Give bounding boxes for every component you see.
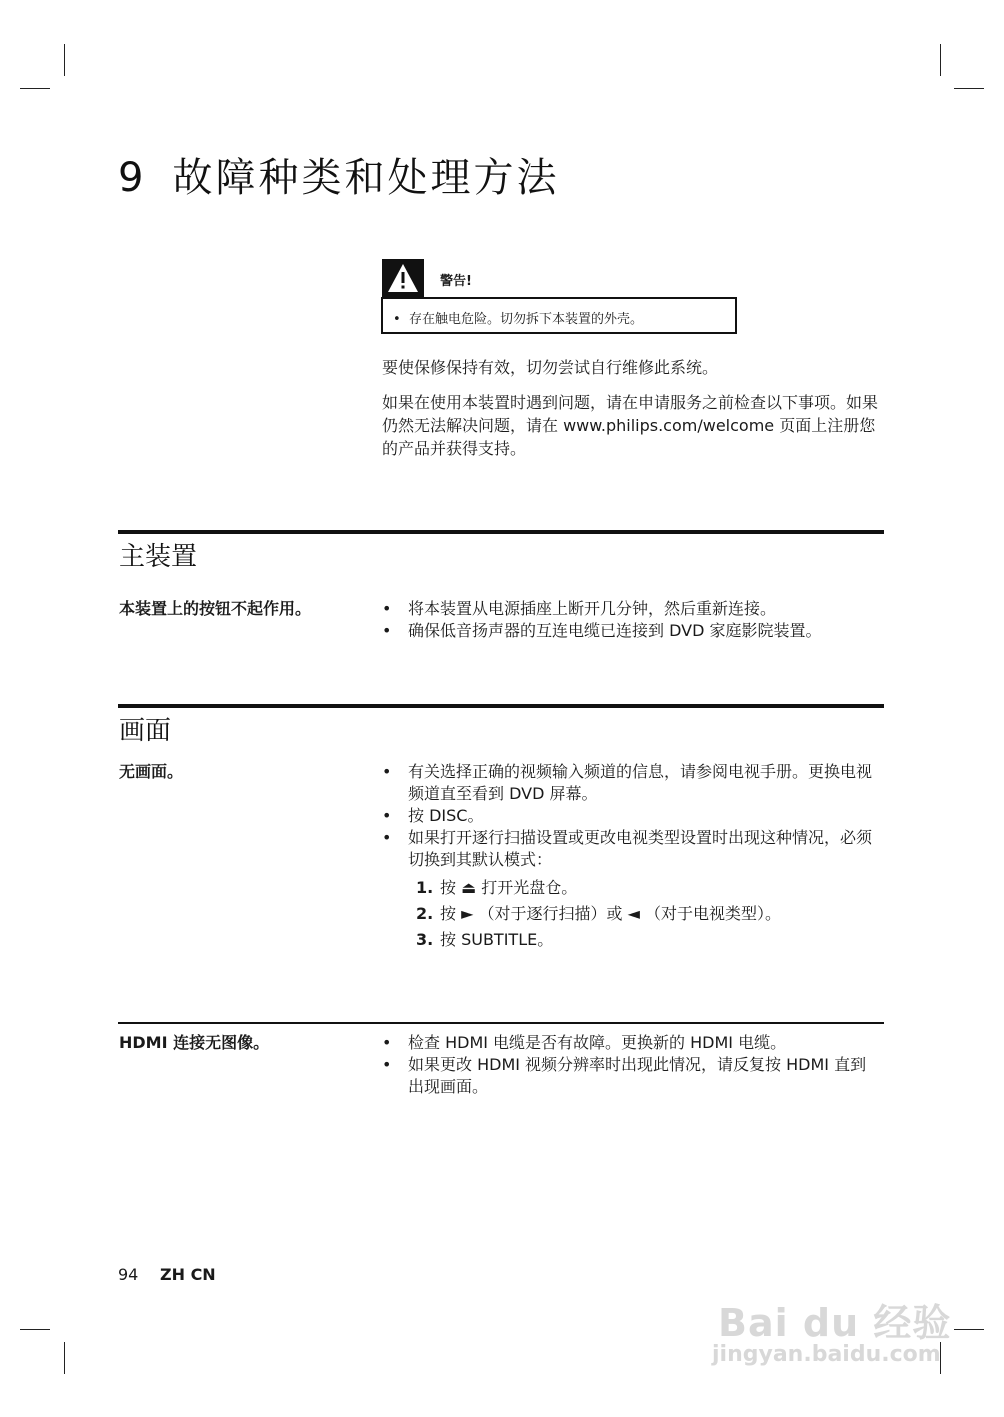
watermark-logo: Bai du 经验 bbox=[718, 1301, 952, 1345]
crop-mark bbox=[20, 88, 50, 89]
list-item: • 如果打开逐行扫描设置或更改电视类型设置时出现这种情况，必须切换到其默认模式： 1. 按 ⏏ 打开光盘仓。 2. 按 ► （对于逐行扫描）或 ◄ （对于电视类型）。 3. 按 SUBTITLE。 bbox=[382, 827, 882, 953]
section-title-main-unit: 主装置 bbox=[119, 542, 198, 572]
list-item: • 将本装置从电源插座上断开几分钟，然后重新连接。 bbox=[382, 599, 777, 618]
issue-buttons-not-working: 本装置上的按钮不起作用。 bbox=[119, 599, 312, 618]
step-text: 按 SUBTITLE。 bbox=[440, 930, 554, 949]
language-code: ZH CN bbox=[160, 1265, 216, 1284]
crop-mark bbox=[20, 1329, 50, 1330]
crop-mark bbox=[954, 88, 984, 89]
step-item bbox=[408, 901, 882, 927]
section-title-picture: 画面 bbox=[119, 716, 172, 746]
chapter-number: 9 bbox=[118, 155, 147, 201]
solution-text: 确保低音扬声器的互连电缆已连接到 DVD 家庭影院装置。 bbox=[408, 621, 822, 640]
solutions-hdmi bbox=[382, 1032, 882, 1098]
solution-text: 如果更改 HDMI 视频分辨率时出现此情况，请反复按 HDMI 直到出现画面。 bbox=[408, 1055, 867, 1096]
step-number: 3. bbox=[416, 930, 434, 949]
step-item bbox=[408, 875, 882, 901]
list-item: • 有关选择正确的视频输入频道的信息，请参阅电视手册。更换电视频道直至看到 DVD 屏幕。 bbox=[382, 762, 873, 803]
issue-no-picture: 无画面。 bbox=[119, 762, 184, 781]
intro-paragraph-2: 如果在使用本装置时遇到问题，请在申请服务之前检查以下事项。如果仍然无法解决问题，请在 www.philips.com/welcome 页面上注册您的产品并获得支持。 bbox=[382, 393, 879, 458]
list-item: • 如果更改 HDMI 视频分辨率时出现此情况，请反复按 HDMI 直到出现画面。 bbox=[382, 1055, 867, 1096]
crop-mark bbox=[940, 44, 941, 76]
crop-mark bbox=[954, 1329, 984, 1330]
step-number: 2. bbox=[416, 904, 434, 923]
solution-text: 如果打开逐行扫描设置或更改电视类型设置时出现这种情况，必须切换到其默认模式： bbox=[408, 828, 873, 869]
bullet: • bbox=[393, 312, 401, 327]
section-divider bbox=[118, 530, 884, 534]
solution-text: 按 DISC。 bbox=[408, 806, 484, 825]
solution-text: 检查 HDMI 电缆是否有故障。更换新的 HDMI 电缆。 bbox=[408, 1033, 787, 1052]
issue-divider bbox=[118, 1022, 884, 1024]
crop-mark bbox=[64, 44, 65, 76]
section-divider bbox=[118, 704, 884, 708]
warning-text-content: 存在触电危险。切勿拆下本装置的外壳。 bbox=[408, 312, 643, 327]
step-text: 按 ⏏ 打开光盘仓。 bbox=[440, 878, 578, 897]
warning-icon bbox=[382, 259, 424, 297]
issue-hdmi-no-picture: HDMI 连接无图像。 bbox=[119, 1033, 270, 1052]
watermark-url: jingyan.baidu.com bbox=[712, 1342, 941, 1367]
warning-label: 警告! bbox=[440, 274, 472, 289]
step-item bbox=[408, 927, 882, 953]
list-item: • 检查 HDMI 电缆是否有故障。更换新的 HDMI 电缆。 bbox=[382, 1033, 787, 1052]
solution-text: 有关选择正确的视频输入频道的信息，请参阅电视手册。更换电视频道直至看到 DVD 屏幕。 bbox=[408, 762, 873, 803]
step-number: 1. bbox=[416, 878, 434, 897]
steps-list bbox=[408, 875, 882, 953]
chapter-title-text: 故障种类和处理方法 bbox=[172, 155, 560, 201]
list-item: • 按 DISC。 bbox=[382, 806, 484, 825]
chapter-title bbox=[118, 150, 559, 206]
list-item: • 确保低音扬声器的互连电缆已连接到 DVD 家庭影院装置。 bbox=[382, 621, 822, 640]
warning-text bbox=[393, 308, 643, 327]
page-number: 94 bbox=[118, 1265, 139, 1284]
warning-box bbox=[381, 297, 737, 334]
step-text: 按 ► （对于逐行扫描）或 ◄ （对于电视类型）。 bbox=[440, 904, 781, 923]
solutions-no-picture bbox=[382, 761, 882, 953]
intro-paragraph-1: 要使保修保持有效，切勿尝试自行维修此系统。 bbox=[382, 358, 719, 377]
crop-mark bbox=[64, 1342, 65, 1374]
solutions-main-unit bbox=[382, 598, 882, 642]
solution-text: 将本装置从电源插座上断开几分钟，然后重新连接。 bbox=[408, 599, 777, 618]
